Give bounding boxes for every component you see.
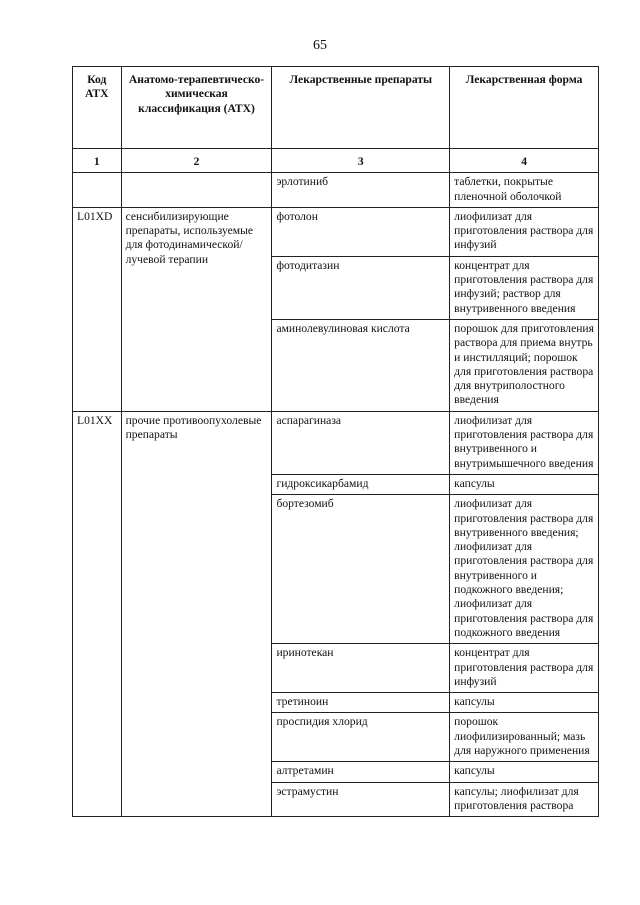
dosage-form: капсулы <box>450 474 599 494</box>
column-number: 1 <box>73 149 122 173</box>
drug-name: третиноин <box>272 693 450 713</box>
table-row <box>73 411 599 474</box>
atx-code: L01XD <box>73 207 122 411</box>
dosage-form: капсулы <box>450 762 599 782</box>
drug-name: аминолевулиновая кислота <box>272 319 450 411</box>
dosage-form: таблетки, покрытые пленочной оболочкой <box>450 173 599 208</box>
column-number: 4 <box>450 149 599 173</box>
dosage-form: капсулы <box>450 693 599 713</box>
column-number: 2 <box>121 149 272 173</box>
drug-name: бортезомиб <box>272 495 450 644</box>
table-row <box>73 207 599 256</box>
drug-name: алтретамин <box>272 762 450 782</box>
header-drugs: Лекарственные препараты <box>272 67 450 149</box>
column-number-row <box>73 149 599 173</box>
drug-name: эрлотиниб <box>272 173 450 208</box>
atx-classification: прочие противоопухолевые препараты <box>121 411 272 816</box>
dosage-form: порошок для приготовления раствора для приема внутрь и инстилляций; порошок для приготовления раствора для внутриполостного введения <box>450 319 599 411</box>
dosage-form: концентрат для приготовления раствора для инфузий <box>450 644 599 693</box>
atx-code <box>73 173 122 208</box>
drug-name: эстрамустин <box>272 782 450 817</box>
header-form: Лекарственная форма <box>450 67 599 149</box>
atx-code: L01XX <box>73 411 122 816</box>
drug-name: иринотекан <box>272 644 450 693</box>
dosage-form: лиофилизат для приготовления раствора для внутривенного введения; лиофилизат для приготовления раствора для внутривенного и подкожного введения; лиофилизат для приготовления раствора для подкожного введения <box>450 495 599 644</box>
atx-classification: сенсибилизирующие препараты, используемые для фотодинамической/лучевой терапии <box>121 207 272 411</box>
header-code: Код АТХ <box>73 67 122 149</box>
drug-name: фотодитазин <box>272 256 450 319</box>
dosage-form: лиофилизат для приготовления раствора для внутривенного и внутримышечного введения <box>450 411 599 474</box>
table-row <box>73 173 599 208</box>
column-number: 3 <box>272 149 450 173</box>
drug-name: гидроксикарбамид <box>272 474 450 494</box>
page-number: 65 <box>313 38 327 53</box>
drug-name: проспидия хлорид <box>272 713 450 762</box>
atx-classification <box>121 173 272 208</box>
header-classification: Анатомо-терапевтическо-химическая классификация (АТХ) <box>121 67 272 149</box>
table-body <box>73 173 599 817</box>
header-row <box>73 67 599 149</box>
drug-name: фотолон <box>272 207 450 256</box>
dosage-form: лиофилизат для приготовления раствора для инфузий <box>450 207 599 256</box>
atx-table <box>72 66 599 817</box>
drug-name: аспарагиназа <box>272 411 450 474</box>
dosage-form: капсулы; лиофилизат для приготовления раствора <box>450 782 599 817</box>
dosage-form: концентрат для приготовления раствора для инфузий; раствор для внутривенного введения <box>450 256 599 319</box>
dosage-form: порошок лиофилизированный; мазь для наружного применения <box>450 713 599 762</box>
